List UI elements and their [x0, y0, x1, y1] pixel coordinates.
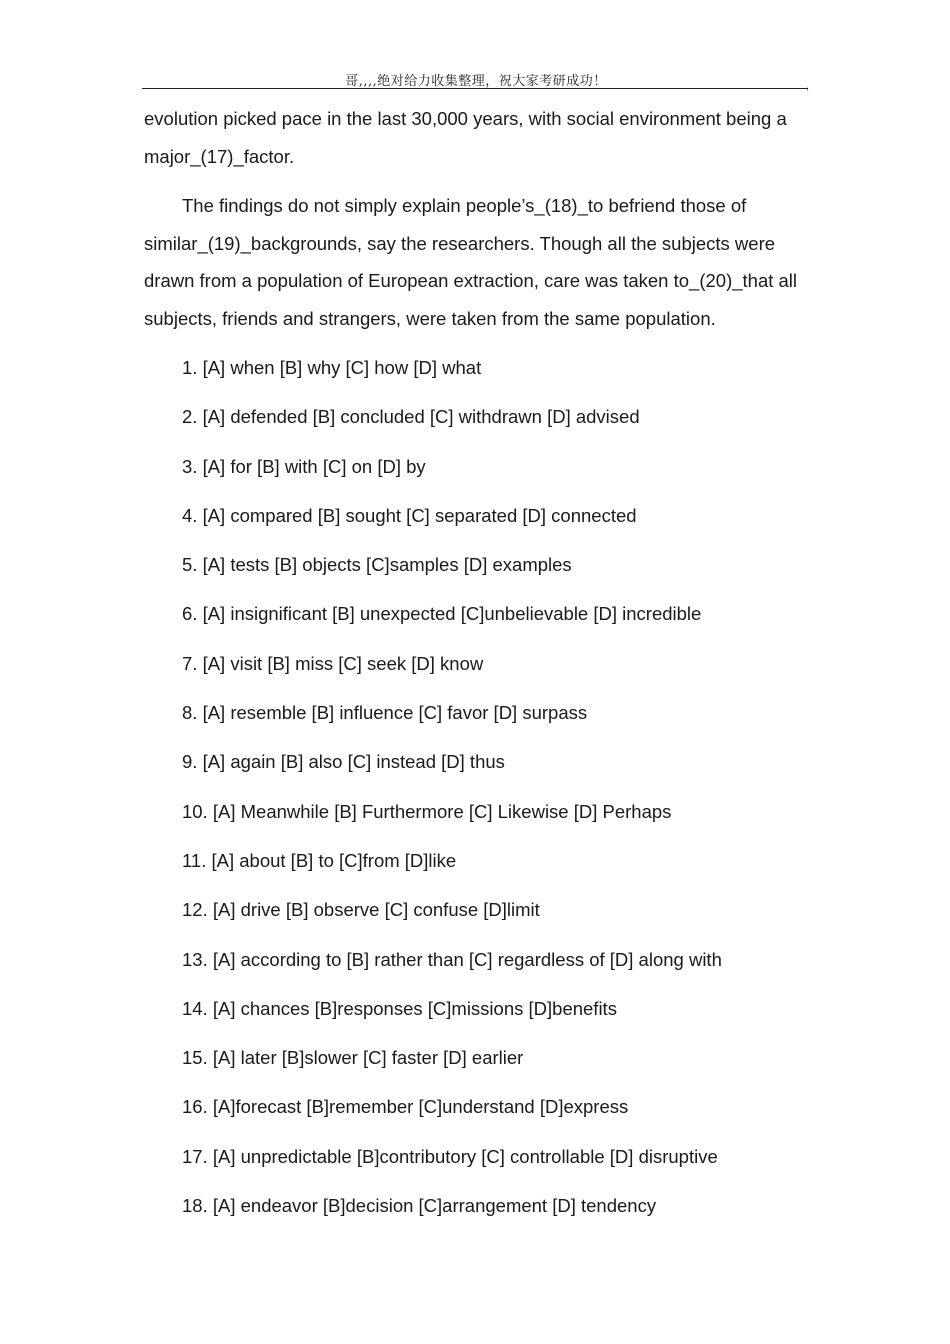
header-divider	[142, 88, 808, 89]
answer-options-list	[182, 349, 722, 1236]
option-item-15: 15. [A] later [B]slower [C] faster [D] earlier	[182, 1047, 524, 1069]
option-item-10: 10. [A] Meanwhile [B] Furthermore [C] Likewise [D] Perhaps	[182, 800, 672, 822]
option-item-4: 4. [A] compared [B] sought [C] separated [D] connected	[182, 504, 637, 526]
option-item-14: 14. [A] chances [B]responses [C]missions [D]benefits	[182, 997, 617, 1019]
option-item-2: 2. [A] defended [B] concluded [C] withdrawn [D] advised	[182, 406, 640, 428]
option-item-9: 9. [A] again [B] also [C] instead [D] thus	[182, 751, 505, 773]
option-item-1: 1. [A] when [B] why [C] how [D] what	[182, 357, 482, 378]
passage-paragraph-2: The findings do not simply explain people’s_(18)_to befriend those of similar_(19)_backgrounds, say the researchers. Though all the subjects were drawn from a population of European extraction, care was taken to_(20)_that all subjects, friends and strangers, were taken from the same population.	[144, 195, 798, 329]
option-item-12: 12. [A] drive [B] observe [C] confuse [D]limit	[182, 899, 540, 921]
option-item-5: 5. [A] tests [B] objects [C]samples [D] examples	[182, 554, 572, 576]
header-mark: ,	[806, 80, 810, 92]
option-item-16: 16. [A]forecast [B]remember [C]understand [D]express	[182, 1096, 629, 1118]
option-item-8: 8. [A] resemble [B] influence [C] favor [D] surpass	[182, 702, 588, 724]
page-header-text: 哥,,,,绝对给力收集整理，祝大家考研成功！	[345, 74, 607, 89]
option-item-13: 13. [A] according to [B] rather than [C] regardless of [D] along with	[182, 948, 722, 970]
option-item-7: 7. [A] visit [B] miss [C] seek [D] know	[182, 652, 484, 674]
passage-paragraph-1: evolution picked pace in the last 30,000 years, with social environment being a major_(17)_factor.	[144, 108, 787, 167]
option-item-6: 6. [A] insignificant [B] unexpected [C]unbelievable [D] incredible	[182, 603, 702, 625]
option-item-17: 17. [A] unpredictable [B]contributory [C] controllable [D] disruptive	[182, 1145, 718, 1167]
option-item-3: 3. [A] for [B] with [C] on [D] by	[182, 455, 426, 477]
option-item-11: 11. [A] about [B] to [C]from [D]like	[182, 849, 457, 871]
option-item-18: 18. [A] endeavor [B]decision [C]arrangement [D] tendency	[182, 1195, 657, 1217]
